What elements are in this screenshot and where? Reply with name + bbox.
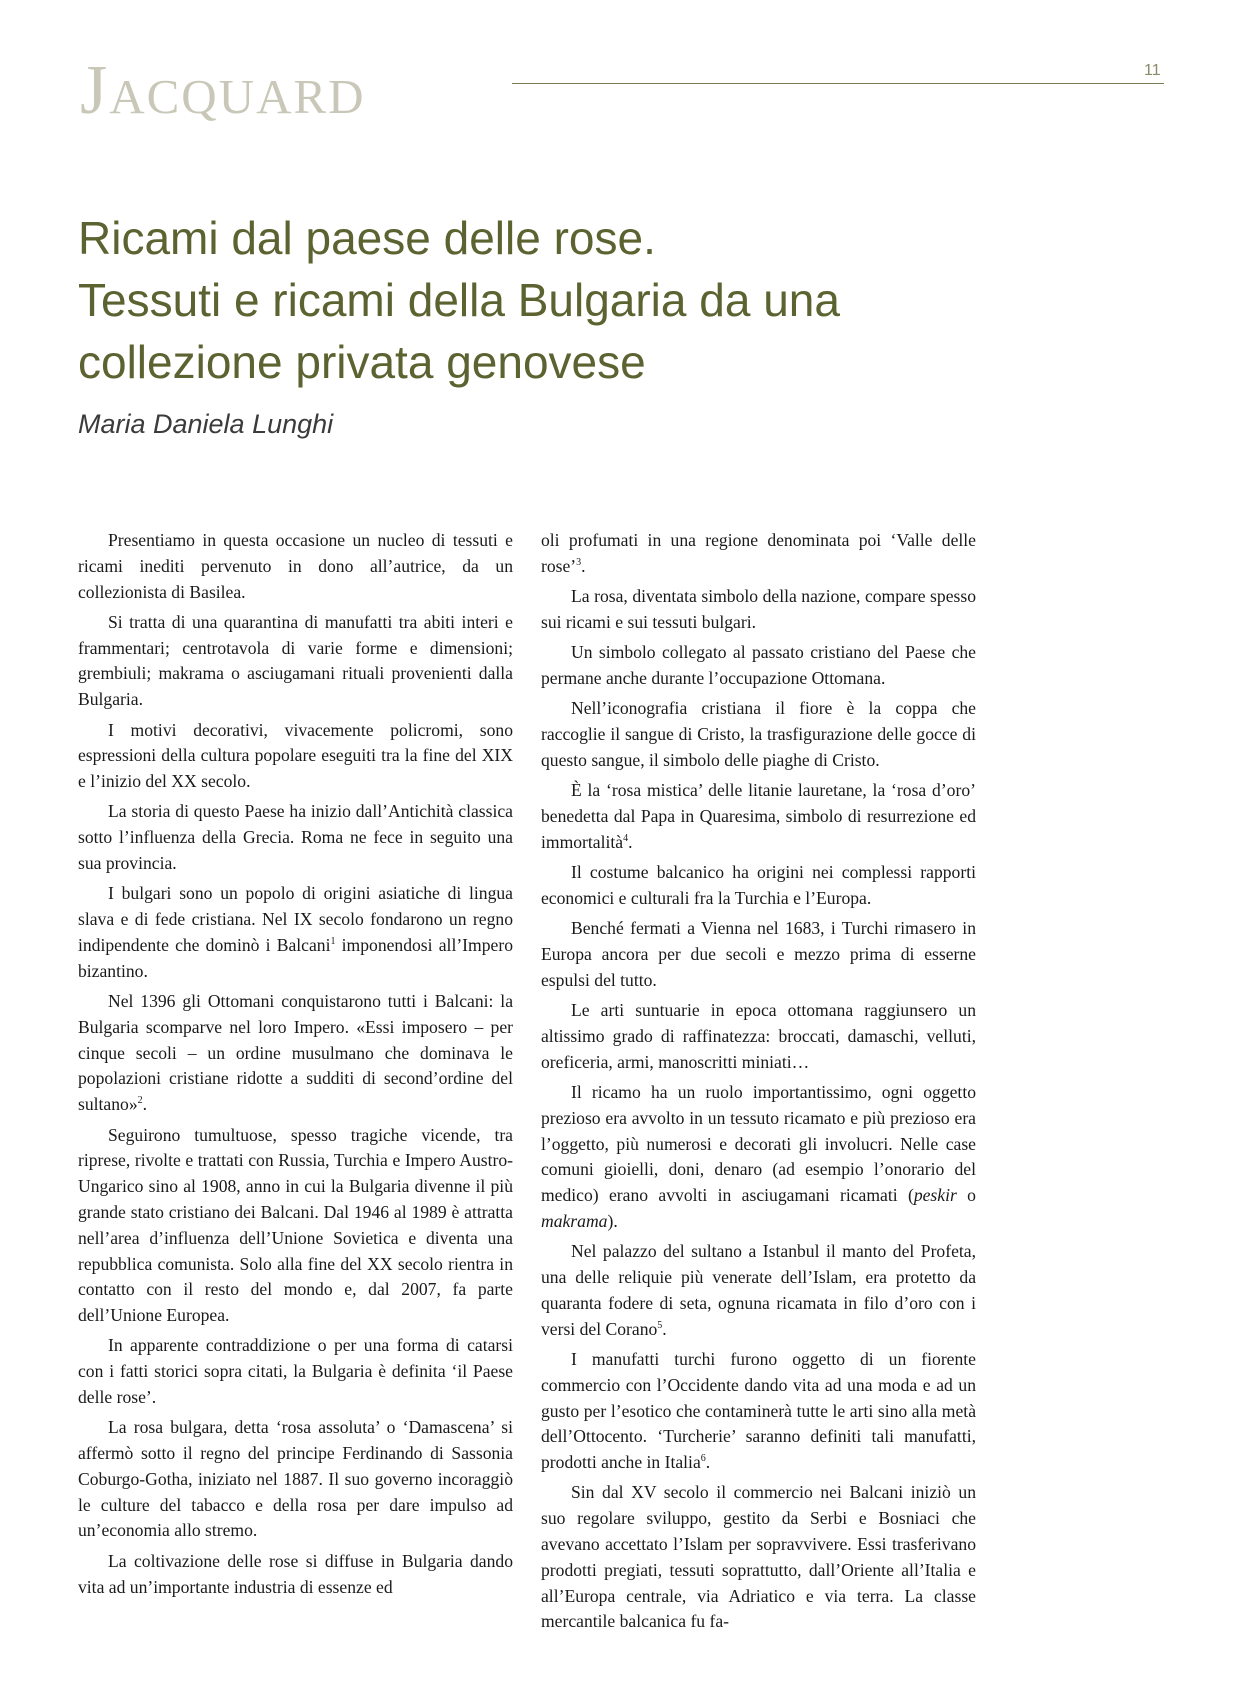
header-rule — [512, 83, 1164, 84]
paragraph: In apparente contraddizione o per una forma di catarsi con i fatti storici sopra citati, la Bulgaria è definita ‘il Paese delle rose’. — [78, 1335, 513, 1407]
paragraph: Il ricamo ha un ruolo importantissimo, ogni oggetto prezioso era avvolto in un tessuto ricamato e più prezioso era l’oggetto, più numerosi e decorati gli involucri. Nelle case comuni gioielli, doni, denaro (ad esempio l’onorario del medico) erano avvolti in asciugamani ricamati (peskir o makrama). — [541, 1081, 976, 1231]
paragraph: I motivi decorativi, vivacemente policromi, sono espressioni della cultura popolare eseguiti tra la fine del XIX e l’inizio del XX secolo. — [78, 719, 513, 792]
paragraph: I bulgari sono un popolo di origini asiatiche di lingua slava e di fede cristiana. Nel IX secolo fondarono un regno indipendente che dominò i Balcani$^1$ imponendosi all’Impero bizantino. — [78, 883, 513, 981]
title-line-3: collezione privata genovese — [78, 336, 646, 388]
paragraph: Benché fermati a Vienna nel 1683, i Turchi rimasero in Europa ancora per due secoli e mezzo prima di esserne espulsi del tutto. — [541, 918, 976, 990]
footnote-ref: 6 — [700, 1453, 706, 1465]
footnote-ref: 4 — [623, 832, 629, 844]
journal-masthead: Jacquard — [80, 52, 366, 129]
title-line-1: Ricami dal paese delle rose. — [78, 212, 656, 264]
paragraph: Seguirono tumultuose, spesso tragiche vicende, tra riprese, rivolte e trattati con Russia, Turchia e Impero Austro-Ungarico sino al 1908, anno in cui la Bulgaria divenne il più grande stato cristiano dei Balcani. Dal 1946 al 1989 è attratta nell’area d’influenza dell’Unione Sovietica e diventa una repubblica comunista. Solo alla fine del XX secolo rientra in contatto con il resto del mondo e, dal 2007, fa parte dell’Unione Europea. — [78, 1124, 513, 1326]
left-column — [78, 528, 513, 1605]
paragraph: Presentiamo in questa occasione un nucleo di tessuti e ricami inediti pervenuto in dono all’autrice, da un collezionista di Basilea. — [78, 530, 513, 602]
page-number: 11 — [1144, 62, 1161, 79]
right-column — [541, 528, 976, 1640]
paragraph: Nel palazzo del sultano a Istanbul il manto del Profeta, una delle reliquie più venerate dell’Islam, era protetto da quaranta fodere di seta, ognuna ricamata in filo d’oro con i versi del Corano$^5$. — [541, 1241, 976, 1339]
article-author: Maria Daniela Lunghi — [78, 409, 334, 439]
article-title — [78, 207, 1078, 393]
title-line-2: Tessuti e ricami della Bulgaria da una — [78, 274, 840, 326]
paragraph: Nell’iconografia cristiana il fiore è la coppa che raccoglie il sangue di Cristo, la trasfigurazione delle gocce di questo sangue, il simbolo delle piaghe di Cristo. — [541, 698, 976, 770]
paragraph: Nel 1396 gli Ottomani conquistarono tutti i Balcani: la Bulgaria scomparve nel loro Impero. «Essi imposero – per cinque secoli – un ordine musulmano che dominava le popolazioni cristiane ridotte a sudditi di second’ordine del sultano»$^2$. — [78, 991, 513, 1115]
footnote-ref: 1 — [330, 936, 336, 948]
footnote-ref: 2 — [137, 1095, 143, 1107]
paragraph: La storia di questo Paese ha inizio dall’Antichità classica sotto l’influenza della Grecia. Roma ne fece in seguito una sua provincia. — [78, 801, 513, 874]
paragraph: La rosa, diventata simbolo della nazione, compare spesso sui ricami e sui tessuti bulgari. — [541, 586, 976, 632]
italic-term: peskir — [913, 1185, 957, 1206]
footnote-ref: 5 — [657, 1319, 663, 1331]
paragraph: Le arti suntuarie in epoca ottomana raggiunsero un altissimo grado di raffinatezza: broccati, damaschi, velluti, oreficeria, armi, manoscritti miniati… — [541, 1000, 976, 1072]
italic-term: makrama — [541, 1210, 608, 1231]
paragraph-continued: oli profumati in una regione denominata poi ‘Valle delle rose’$^3$. — [541, 530, 976, 576]
paragraph: La rosa bulgara, detta ‘rosa assoluta’ o ‘Damascena’ si affermò sotto il regno del principe Ferdinando di Sassonia Coburgo-Gotha, iniziato nel 1887. Il suo governo incoraggiò le culture del tabacco e della rosa per dare impulso ad un’economia allo stremo. — [78, 1417, 513, 1541]
paragraph: Si tratta di una quarantina di manufatti tra abiti interi e frammentari; centrotavola di varie forme e dimensioni; grembiuli; makrama o asciugamani rituali provenienti dalla Bulgaria. — [78, 611, 513, 710]
paragraph: Sin dal XV secolo il commercio nei Balcani iniziò un suo regolare sviluppo, gestito da Serbi e Bosniaci che avevano accettato l’Islam per sopravvivere. Essi trasferivano prodotti pregiati, tessuti soprattutto, dall’Oriente all’Italia e all’Europa centrale, via Adriatico e via terra. La classe mercantile balcanica fu fa- — [541, 1482, 976, 1632]
paragraph: La coltivazione delle rose si diffuse in Bulgaria dando vita ad un’importante industria di essenze ed — [78, 1550, 513, 1597]
footnote-ref: 3 — [576, 556, 582, 568]
paragraph: Un simbolo collegato al passato cristiano del Paese che permane anche durante l’occupazione Ottomana. — [541, 642, 976, 688]
paragraph: È la ‘rosa mistica’ delle litanie lauretane, la ‘rosa d’oro’ benedetta dal Papa in Quaresima, simbolo di resurrezione ed immortalità$^4$. — [541, 780, 976, 852]
paragraph: I manufatti turchi furono oggetto di un fiorente commercio con l’Occidente dando vita ad una moda e ad un gusto per l’esotico che contaminerà tutte le arti sino alla metà dell’Ottocento. ‘Turcherie’ saranno definiti tali manufatti, prodotti anche in Italia$^6$. — [541, 1348, 976, 1473]
paragraph: Il costume balcanico ha origini nei complessi rapporti economici e culturali fra la Turchia e l’Europa. — [541, 862, 976, 908]
